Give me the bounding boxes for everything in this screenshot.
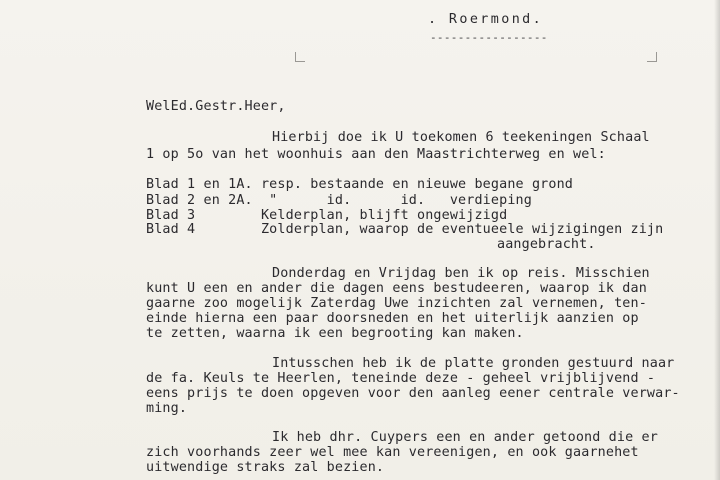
body-line: 1 op 5o van het woonhuis aan den Maastrichterweg en wel:	[146, 147, 606, 162]
address-corner-mark-left	[295, 52, 305, 62]
sheet-list-line: Blad 3 Kelderplan, blijft ongewijzigd	[146, 208, 508, 223]
sheet-list-line: aangebracht.	[497, 237, 596, 252]
body-line: Hierbij doe ik U toekomen 6 teekeningen Schaal	[272, 130, 650, 145]
body-line: einde hierna een paar doorsneden en het uiterlijk aanzien op	[146, 311, 639, 326]
body-line: zich voorhands zeer wel mee kan vereenigen, en ook gaarnehet	[146, 445, 639, 460]
sheet-list-line: Blad 2 en 2A. " id. id. verdieping	[146, 193, 532, 208]
body-line: ming.	[146, 401, 188, 416]
body-line: de fa. Keuls te Heerlen, teneinde deze - geheel vrijblijvend -	[146, 371, 656, 386]
body-line: gaarne zoo mogelijk Zaterdag Uwe inzichten zal vernemen, ten-	[146, 296, 647, 311]
body-line: Ik heb dhr. Cuypers een en ander getoond die er	[272, 430, 658, 445]
sheet-list-line: Blad 4 Zolderplan, waarop de eventueele wijzigingen zijn	[146, 222, 664, 237]
body-line: kunt U een en ander die dagen eens bestudeeren, waarop ik dan	[146, 281, 647, 296]
sheet-list-line: Blad 1 en 1A. resp. bestaande en nieuwe begane grond	[146, 177, 574, 192]
heading-underline: -----------------	[430, 31, 548, 44]
salutation: WelEd.Gestr.Heer,	[146, 99, 286, 114]
address-corner-mark-right	[647, 52, 657, 62]
body-line: Donderdag en Vrijdag ben ik op reis. Misschien	[272, 266, 650, 281]
body-line: Intusschen heb ik de platte gronden gestuurd naar	[272, 356, 675, 371]
body-line: te zetten, waarna ik een begrooting kan maken.	[146, 326, 524, 341]
body-line: uitwendige straks zal bezien.	[146, 460, 385, 475]
place-heading: . Roermond.	[428, 12, 544, 27]
body-line: eens prijs te doen opgeven voor den aanleg eener centrale verwar-	[146, 386, 680, 401]
page-edge-shadow	[714, 0, 720, 480]
